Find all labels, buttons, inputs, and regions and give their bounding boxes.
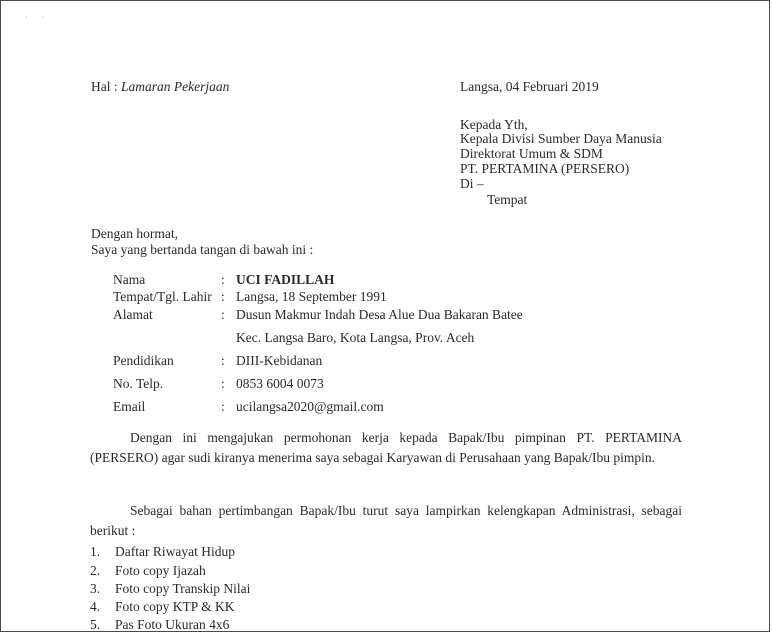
education-label: Pendidikan — [113, 353, 174, 368]
colon: : — [221, 272, 225, 287]
list-item-number: 2. — [90, 563, 101, 578]
colon: : — [221, 399, 225, 414]
birth-label: Tempat/Tgl. Lahir — [113, 289, 212, 304]
name-label: Nama — [113, 272, 146, 287]
address-line-1: Dusun Makmur Indah Desa Alue Dua Bakaran Batee — [236, 307, 523, 322]
address-label: Alamat — [113, 307, 153, 322]
intro-line: Saya yang bertanda tangan di bawah ini : — [91, 242, 314, 257]
list-item-text: Pas Foto Ukuran 4x6 — [115, 617, 230, 632]
recipient-line-6: Tempat — [487, 192, 528, 207]
list-item-text: Foto copy KTP & KK — [115, 599, 235, 614]
email-value: ucilangsa2020@gmail.com — [236, 399, 384, 414]
list-item-text: Foto copy Ijazah — [115, 563, 206, 578]
email-label: Email — [113, 399, 146, 414]
education-value: DIII-Kebidanan — [236, 353, 323, 368]
subject-label: Hal : — [91, 79, 118, 94]
colon: : — [221, 353, 225, 368]
list-item-number: 5. — [90, 617, 101, 632]
place-date: Langsa, 04 Februari 2019 — [460, 79, 599, 94]
paragraph-attachments — [90, 501, 682, 541]
recipient-line-5: Di – — [460, 176, 484, 191]
colon: : — [221, 376, 225, 391]
recipient-line-1: Kepada Yth, — [460, 117, 528, 132]
list-item-number: 3. — [90, 581, 101, 596]
colon: : — [221, 307, 225, 322]
list-item-number: 4. — [90, 599, 101, 614]
phone-label: No. Telp. — [113, 376, 164, 391]
phone-value: 0853 6004 0073 — [236, 376, 324, 391]
list-item-text: Foto copy Transkip Nilai — [115, 581, 251, 596]
list-item-text: Daftar Riwayat Hidup — [115, 544, 235, 559]
recipient-line-2: Kepala Divisi Sumber Daya Manusia — [460, 131, 662, 146]
greeting: Dengan hormat, — [91, 226, 178, 241]
colon: : — [221, 289, 225, 304]
address-line-2: Kec. Langsa Baro, Kota Langsa, Prov. Aceh — [236, 330, 475, 345]
birth-value: Langsa, 18 September 1991 — [236, 289, 387, 304]
subject-line — [91, 79, 229, 95]
name-value: UCI FADILLAH — [236, 272, 335, 287]
scan-specks: · · — [25, 13, 51, 22]
list-item-number: 1. — [90, 544, 101, 559]
paragraph-attachments-text: Sebagai bahan pertimbangan Bapak/Ibu turut saya lampirkan kelengkapan Administrasi, sebagai berikut : — [90, 503, 682, 538]
paragraph-request-text: Dengan ini mengajukan permohonan kerja kepada Bapak/Ibu pimpinan PT. PERTAMINA (PERSERO) agar sudi kiranya menerima saya sebagai Karyawan di Perusahaan yang Bapak/Ibu pimpin. — [90, 430, 682, 465]
recipient-line-4: PT. PERTAMINA (PERSERO) — [460, 161, 630, 176]
subject-text: Lamaran Pekerjaan — [121, 79, 230, 94]
recipient-line-3: Direktorat Umum & SDM — [460, 146, 603, 161]
paragraph-request — [90, 428, 682, 468]
